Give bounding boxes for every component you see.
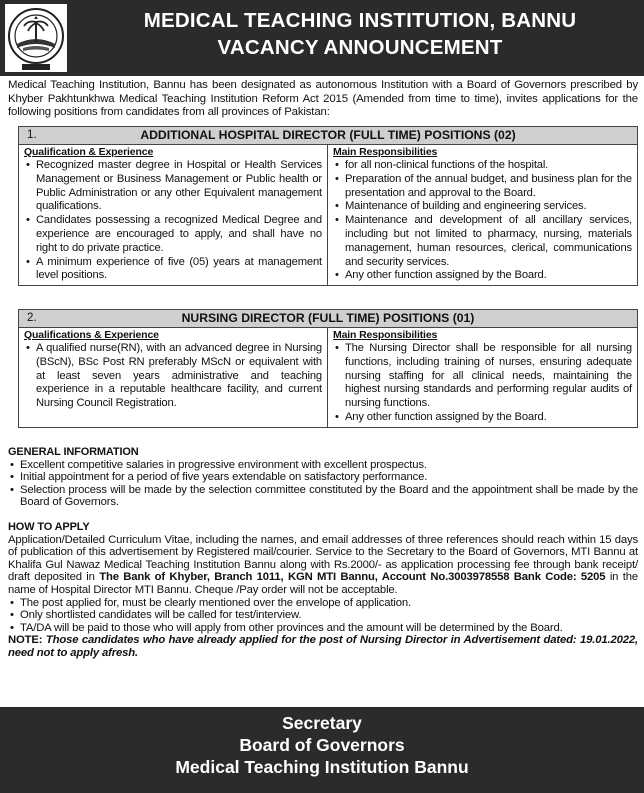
list-item: • The post applied for, must be clearly mentioned over the envelope of application. bbox=[20, 597, 638, 610]
footer-line-2: Board of Governors bbox=[239, 735, 405, 755]
list-item: • Selection process will be made by the selection committee constituted by the Board and the appointment shall be made by the Board of Governors. bbox=[20, 484, 638, 509]
list-item: • A qualified nurse(RN), with an advanced degree in Nursing (BScN), BSc Post RN preferably MScN or equivalent with at least seven years administrative and teaching experience in a reputable healthcare facility, and current Nursing Council Registration. bbox=[36, 342, 322, 411]
how-to-apply bbox=[8, 521, 638, 660]
list-item: • Candidates possessing a recognized Medical Degree and experience are encouraged to apply, and shall have no right to do private practice. bbox=[36, 214, 322, 255]
general-information bbox=[8, 446, 638, 509]
position-2-title: NURSING DIRECTOR (FULL TIME) POSITIONS (01) bbox=[181, 311, 475, 325]
title-line-2: VACANCY ANNOUNCEMENT bbox=[217, 36, 503, 59]
footer-line-1: Secretary bbox=[282, 713, 362, 733]
list-item: • TA/DA will be paid to those who will apply from other provinces and the amount will be determined by the Board. bbox=[20, 622, 638, 635]
general-information-heading: GENERAL INFORMATION bbox=[8, 446, 139, 458]
footer-line-3: Medical Teaching Institution Bannu bbox=[175, 757, 469, 777]
how-to-apply-text bbox=[8, 534, 638, 597]
header-banner bbox=[0, 0, 644, 76]
note-label: NOTE: bbox=[8, 634, 43, 647]
list-item: • Preparation of the annual budget, and business plan for the presentation and approval to the Board. bbox=[345, 173, 632, 201]
position-2-number: 2. bbox=[27, 312, 37, 324]
apply-text-part-2: in the name of Hospital Director MTI Bannu. Cheque /Pay order will not be acceptable. bbox=[8, 571, 638, 596]
position-2-header bbox=[19, 310, 637, 328]
list-item: • Any other function assigned by the Board. bbox=[345, 411, 632, 425]
position-1-title: ADDITIONAL HOSPITAL DIRECTOR (FULL TIME) POSITIONS (02) bbox=[140, 128, 516, 142]
list-item: • for all non-clinical functions of the hospital. bbox=[345, 159, 632, 173]
position-1-header bbox=[19, 127, 637, 145]
list-item: • The Nursing Director shall be responsible for all nursing functions, including training of nurses, ensuring adequate nursing staffing for all clinical needs, maintaining the highest nursing standards and performing regular audits of nursing functions. bbox=[345, 342, 632, 411]
note-text: Those candidates who have already applied for the post of Nursing Director in Advertisement dated: 19.01.2022, need not to apply afresh. bbox=[8, 634, 638, 659]
position-1-qualifications-heading: Qualification & Experience bbox=[24, 146, 154, 158]
apply-text-part-1: Application/Detailed Curriculum Vitae, including the names, and email addresses of three references should reach within 15 days of publication of this advertisement by Registered mail/courier. Service to the Secretary to the Board of Governors, MTI Bannu at Khalifa Gul Nawaz Medical Teaching Institution Bannu along with Rs.2000/- as application processing fee through bank receipt/ draft deposited in bbox=[8, 533, 638, 584]
note bbox=[8, 634, 638, 659]
position-2-responsibilities bbox=[328, 328, 637, 427]
position-1-qualifications bbox=[19, 145, 328, 285]
position-2-table bbox=[18, 309, 638, 428]
position-1-responsibilities-heading: Main Responsibilities bbox=[333, 146, 438, 158]
institution-seal-icon bbox=[5, 4, 67, 72]
position-2-qualifications bbox=[19, 328, 328, 427]
list-item: • Any other function assigned by the Board. bbox=[345, 269, 632, 283]
list-item: • Recognized master degree in Hospital or Health Services Management or Business Management or Public health or Public Administration or any other Equivalent management qualifications. bbox=[36, 159, 322, 214]
list-item: • Only shortlisted candidates will be called for test/interview. bbox=[20, 609, 638, 622]
list-item: • Excellent competitive salaries in progressive environment with excellent prospectus. bbox=[20, 459, 638, 472]
page-title bbox=[80, 7, 640, 61]
bank-account-details: The Bank of Khyber, Branch 1011, KGN MTI Bannu, Account No.3003978558 Bank Code: 5205 bbox=[99, 571, 606, 584]
list-item: • Maintenance of building and engineering services. bbox=[345, 200, 632, 214]
position-1-responsibilities bbox=[328, 145, 637, 285]
position-2-qualifications-heading: Qualifications & Experience bbox=[24, 329, 159, 341]
position-2-responsibilities-heading: Main Responsibilities bbox=[333, 329, 438, 341]
list-item: • Initial appointment for a period of five years extendable on satisfactory performance. bbox=[20, 471, 638, 484]
list-item: • Maintenance and development of all ancillary services, including but not limited to pharmacy, nursing, materials management, human resources, clerical, communications and security services. bbox=[345, 214, 632, 269]
position-1-table bbox=[18, 126, 638, 286]
title-line-1: MEDICAL TEACHING INSTITUTION, BANNU bbox=[143, 9, 577, 32]
list-item: • A minimum experience of five (05) years at management level positions. bbox=[36, 256, 322, 284]
footer-banner bbox=[0, 707, 644, 793]
intro-paragraph: Medical Teaching Institution, Bannu has been designated as autonomous Institution with a Board of Governors prescribed by Khyber Pakhtunkhwa Medical Teaching Institution Reform Act 2015 (Amended from time to time), invites applications for the following positions from candidates from all provinces of Pakistan: bbox=[8, 79, 638, 118]
position-1-number: 1. bbox=[27, 129, 37, 141]
how-to-apply-heading: HOW TO APPLY bbox=[8, 521, 90, 533]
